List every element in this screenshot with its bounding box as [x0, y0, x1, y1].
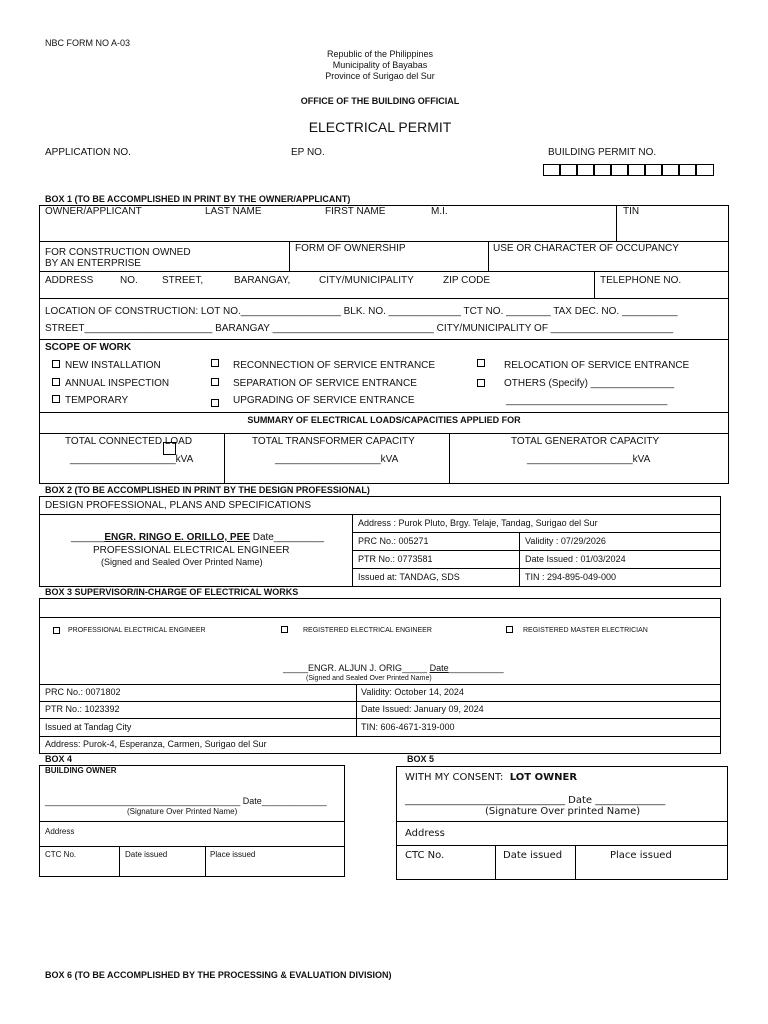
- municipality-label: Municipality of Bayabas: [332, 60, 428, 70]
- consent-label: WITH MY CONSENT: LOT OWNER: [405, 772, 578, 783]
- designer-date-issued: Date Issued : 01/03/2024: [525, 554, 626, 564]
- supervisor-prc: PRC No.: 0071802: [45, 687, 121, 697]
- designer-role: PROFESSIONAL ELECTRICAL ENGINEER: [93, 545, 290, 556]
- designer-signed-label: (Signed and Sealed Over Printed Name): [101, 557, 263, 567]
- owner-applicant-label: OWNER/APPLICANT: [45, 206, 142, 217]
- box5-title: BOX 5: [407, 754, 435, 764]
- city-label: CITY/MUNICIPALITY: [319, 275, 414, 286]
- box6-title: BOX 6 (TO BE ACCOMPLISHED BY THE PROCESSING & EVALUATION DIVISION): [45, 970, 392, 980]
- supervisor-date-issued: Date Issued: January 09, 2024: [361, 704, 484, 714]
- ree-checkbox[interactable]: [281, 626, 288, 633]
- box5-ctc-label: CTC No.: [405, 850, 445, 861]
- supervisor-ptr: PTR No.: 1023392: [45, 704, 120, 714]
- box5-signature-label: (Signature Over printed Name): [485, 806, 641, 817]
- supervisor-address: Address: Purok-4, Esperanza, Carmen, Surigao del Sur: [45, 739, 267, 749]
- box5-signature-line[interactable]: ________________________________ Date ______________: [405, 795, 666, 806]
- separation-checkbox[interactable]: [211, 378, 219, 386]
- annual-inspection-label: ANNUAL INSPECTION: [65, 378, 170, 389]
- box5-date-issued-label: Date issued: [503, 850, 563, 861]
- pee-checkbox[interactable]: [53, 627, 60, 634]
- ep-no-label: EP NO.: [291, 147, 325, 158]
- address-no-label: NO.: [120, 275, 138, 286]
- application-no-label: APPLICATION NO.: [45, 147, 131, 158]
- annual-inspection-checkbox[interactable]: [52, 378, 60, 386]
- province-label: Province of Surigao del Sur: [325, 71, 435, 81]
- designer-address: Address : Purok Pluto, Brgy. Telaje, Tandag, Surigao del Sur: [358, 518, 598, 528]
- total-generator-label: TOTAL GENERATOR CAPACITY: [511, 436, 660, 447]
- street-label: STREET,: [162, 275, 204, 286]
- page-title: ELECTRICAL PERMIT: [308, 119, 452, 135]
- box4-signature-line[interactable]: _______________________________________ Date_____________: [45, 796, 327, 806]
- first-name-label: FIRST NAME: [325, 206, 386, 217]
- others-line[interactable]: _____________________________: [506, 395, 668, 406]
- designer-name: ENGR. RINGO E. ORILLO, PEE: [104, 532, 250, 543]
- rme-checkbox[interactable]: [506, 626, 513, 633]
- supervisor-tin: TIN: 606-4671-319-000: [361, 722, 455, 732]
- total-connected-load-label: TOTAL CONNECTED LOAD: [65, 436, 193, 447]
- use-of-occupancy-label: USE OR CHARACTER OF OCCUPANCY: [493, 243, 679, 254]
- temporary-checkbox[interactable]: [52, 395, 60, 403]
- zip-label: ZIP CODE: [443, 275, 491, 286]
- supervisor-validity: Validity: October 14, 2024: [361, 687, 464, 697]
- total-transformer-label: TOTAL TRANSFORMER CAPACITY: [252, 436, 415, 447]
- box5-address-label: Address: [405, 828, 445, 839]
- supervisor-issued-at: Issued at Tandag City: [45, 722, 132, 732]
- transformer-kva[interactable]: ___________________kVA: [275, 454, 399, 465]
- designer-validity: Validity : 07/29/2026: [525, 536, 606, 546]
- box2-subtitle: DESIGN PROFESSIONAL, PLANS AND SPECIFICATIONS: [45, 500, 311, 511]
- new-installation-label: NEW INSTALLATION: [65, 360, 161, 371]
- pee-label: PROFESSIONAL ELECTRICAL ENGINEER: [68, 627, 206, 634]
- box2-title: BOX 2 (TO BE ACCOMPLISHED IN PRINT BY THE DESIGN PROFESSIONAL): [45, 485, 370, 495]
- building-owner-label: BUILDING OWNER: [45, 766, 117, 775]
- designer-ptr: PTR No.: 0773581: [358, 554, 433, 564]
- summary-title: SUMMARY OF ELECTRICAL LOADS/CAPACITIES APPLIED FOR: [247, 415, 521, 425]
- relocation-checkbox[interactable]: [477, 359, 485, 367]
- designer-signature-line[interactable]: ______ENGR. RINGO E. ORILLO, PEE Date_________: [71, 532, 324, 543]
- connected-load-kva[interactable]: ___________________kVA: [70, 454, 194, 465]
- building-permit-no-label: BUILDING PERMIT NO.: [548, 147, 657, 158]
- upgrading-checkbox[interactable]: [211, 399, 219, 407]
- location-line-1[interactable]: LOCATION OF CONSTRUCTION: LOT NO.__________________ BLK. NO. _____________ TCT NO. ________ TAX DEC. NO. __________: [45, 306, 678, 317]
- form-number: NBC FORM NO A-03: [45, 38, 131, 48]
- box4-title: BOX 4: [45, 754, 73, 764]
- construction-owned-label-1: FOR CONSTRUCTION OWNED: [45, 247, 191, 258]
- upgrading-label: UPGRADING OF SERVICE ENTRANCE: [233, 395, 415, 406]
- temporary-label: TEMPORARY: [65, 395, 129, 406]
- last-name-label: LAST NAME: [205, 206, 262, 217]
- box5-place-issued-label: Place issued: [610, 850, 672, 861]
- ree-label: REGISTERED ELECTRICAL ENGINEER: [303, 627, 432, 634]
- separation-label: SEPARATION OF SERVICE ENTRANCE: [233, 378, 417, 389]
- designer-tin: TIN : 294-895-049-000: [525, 572, 617, 582]
- box4-address-label: Address: [45, 827, 75, 836]
- box4-ctc-label: CTC No.: [45, 850, 77, 859]
- lot-owner-label: LOT OWNER: [509, 772, 578, 783]
- box4-signature-label: (Signature Over Printed Name): [127, 807, 238, 816]
- new-installation-checkbox[interactable]: [52, 360, 60, 368]
- box1-title: BOX 1 (TO BE ACCOMPLISHED IN PRINT BY THE OWNER/APPLICANT): [45, 194, 351, 204]
- rme-label: REGISTERED MASTER ELECTRICIAN: [523, 627, 648, 634]
- others-checkbox[interactable]: [477, 379, 485, 387]
- reconnection-checkbox[interactable]: [211, 359, 219, 367]
- relocation-label: RELOCATION OF SERVICE ENTRANCE: [504, 360, 690, 371]
- scope-title: SCOPE OF WORK: [45, 342, 132, 353]
- barangay-label: BARANGAY,: [234, 275, 291, 286]
- supervisor-signed-label: (Signed and Sealed Over Printed Name): [306, 675, 432, 682]
- tin-label: TIN: [623, 206, 640, 217]
- designer-issued-at: Issued at: TANDAG, SDS: [358, 572, 460, 582]
- box5-frame: [396, 766, 728, 880]
- form-of-ownership-label: FORM OF OWNERSHIP: [295, 243, 406, 254]
- construction-owned-label-2: BY AN ENTERPRISE: [45, 258, 141, 269]
- location-line-2[interactable]: STREET_______________________ BARANGAY _____________________________ CITY/MUNICIPALITY OF ______________________: [45, 323, 674, 334]
- mi-label: M.I.: [431, 206, 448, 217]
- reconnection-label: RECONNECTION OF SERVICE ENTRANCE: [233, 360, 436, 371]
- supervisor-signature-line[interactable]: _____ENGR. ALJUN J. ORIG_____ Date___________: [283, 663, 504, 673]
- designer-prc: PRC No.: 005271: [358, 536, 429, 546]
- office-label: OFFICE OF THE BUILDING OFFICIAL: [300, 96, 460, 106]
- box4-date-issued-label: Date issued: [125, 850, 168, 859]
- telephone-label: TELEPHONE NO.: [600, 275, 682, 286]
- address-label: ADDRESS: [45, 275, 94, 286]
- others-label[interactable]: OTHERS (Specify) _______________: [504, 378, 675, 389]
- box4-place-issued-label: Place issued: [210, 850, 256, 859]
- box3-title: BOX 3 SUPERVISOR/IN-CHARGE OF ELECTRICAL WORKS: [45, 587, 299, 597]
- republic-label: Republic of the Philippines: [326, 49, 434, 59]
- supervisor-name: ENGR. ALJUN J. ORIG: [308, 663, 403, 673]
- generator-kva[interactable]: ___________________kVA: [527, 454, 651, 465]
